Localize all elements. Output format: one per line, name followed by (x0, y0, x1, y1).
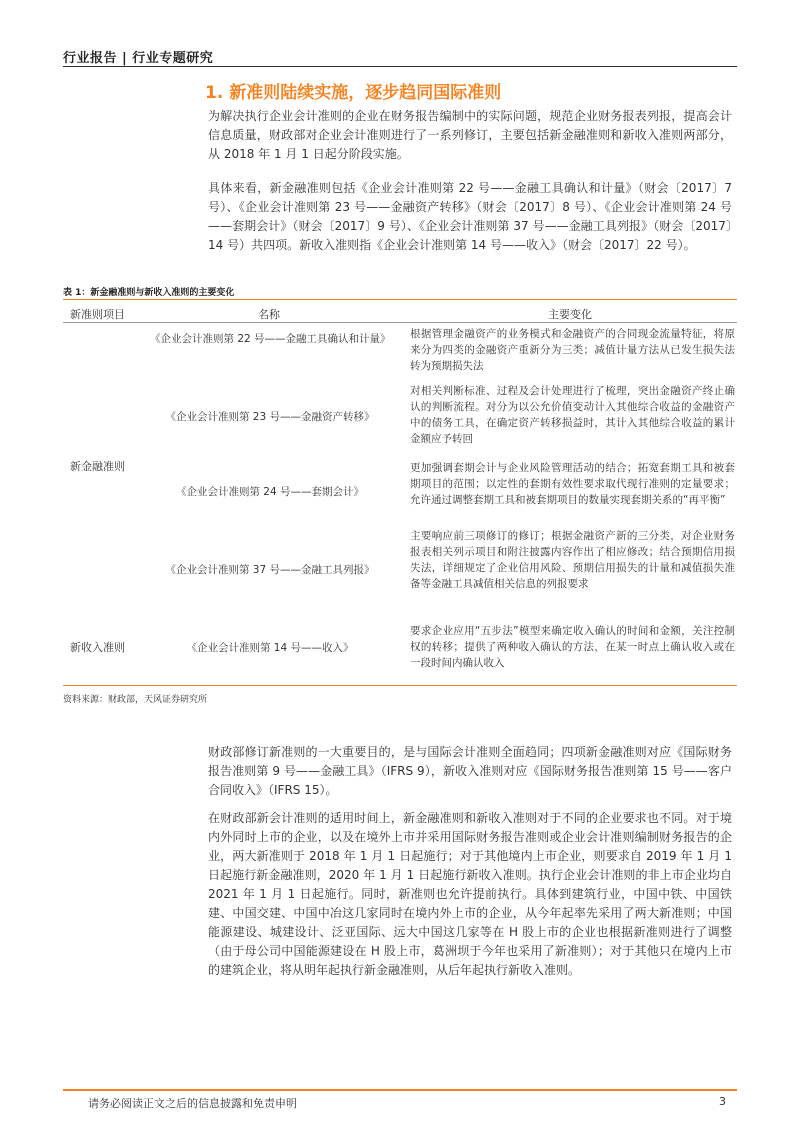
convergence-paragraph: 财政部修订新准则的一大重要目的，是与国际会计准则全面趋同；四项新金融准则对应《国际财务报告准则第 9 号——金融工具》（IFRS 9），新收入准则对应《国际财务报告准则第 15 号——客户合同收入》（IFRS 15）。 (208, 745, 732, 797)
header-name: 名称 (258, 308, 280, 321)
table-row-name: 《企业会计准则第 22 号——金融工具确认和计量》 (150, 333, 391, 345)
table-row-name: 《企业会计准则第 37 号——金融工具列报》 (165, 564, 375, 576)
header-change: 主要变化 (548, 308, 592, 321)
table-row-name: 《企业会计准则第 14 号——收入》 (186, 642, 354, 654)
header-project: 新准则项目 (70, 308, 125, 321)
footer-divider (63, 1089, 737, 1091)
table-top-rule (63, 299, 737, 300)
table-bottom-rule (63, 685, 737, 686)
table-header-rule (63, 322, 737, 323)
report-category-label: 行业报告 | 行业专题研究 (63, 51, 214, 66)
table-caption: 表 1：新金融准则与新收入准则的主要变化 (63, 288, 235, 298)
table-row-change: 更加强调套期会计与企业风险管理活动的结合；拓宽套期工具和被套期项目的范围；以定性的套期有效性要求取代现行准则的定量要求；允许通过调整套期工具和被套期项目的数量实现套期关系的“再平衡” (410, 462, 735, 506)
table-row-change: 根据管理金融资产的业务模式和金融资产的合同现金流量特征，将原来分为四类的金融资产重新分为三类；减值计量方法从已发生损失法转为预期损失法 (410, 328, 735, 372)
project-new-financial: 新金融准则 (70, 460, 125, 473)
header-divider (63, 66, 737, 67)
table-source: 资料来源：财政部，天风证券研究所 (63, 695, 208, 705)
table-row-change: 主要响应前三项修订的修订；根据金融资产新的三分类，对企业财务报表相关列示项目和附注披露内容作出了相应修改；结合预期信用损失法，详细规定了企业信用风险、预期信用损失的计量和减值损失准备等金融工具减值相关信息的列报要求 (410, 530, 735, 590)
project-new-revenue: 新收入准则 (70, 641, 125, 654)
timeline-paragraph: 在财政部新会计准则的适用时间上，新金融准则和新收入准则对于不同的企业要求也不同。对于境内外同时上市的企业，以及在境外上市并采用国际财务报告准则或企业会计准则编制财务报告的企业，两大新准则于 2018 年 1 月 1 日起施行；对于其他境内上市企业，则要求自 2019 年 1 月 1 日起施行新金融准则，2020 年 1 月 1 日起施行新收入准则。执行企业会计准则的非上市企业均自 2021 年 1 月 1 日起施行。同时，新准则也允许提前执行。具体到建筑行业，中国中铁、中国铁建、中国交建、中国中冶这几家同时在境内外上市的企业，从今年起率先采用了两大新准则；中国能源建设、城建设计、泛亚国际、远大中国这几家等在 H 股上市的企业也根据新准则进行了调整（由于母公司中国能源建设在 H 股上市，葛洲坝于今年也采用了新准则）；对于其他只在境内上市的建筑企业，将从明年起执行新金融准则，从后年起执行新收入准则。 (208, 811, 732, 977)
table-row-name: 《企业会计准则第 23 号——金融资产转移》 (165, 411, 375, 423)
intro-paragraph: 为解决执行企业会计准则的企业在财务报告编制中的实际问题，规范企业财务报表列报，提高会计信息质量，财政部对企业会计准则进行了一系列修订，主要包括新金融准则和新收入准则两部分，从 2018 年 1 月 1 日起分阶段实施。 (208, 109, 732, 161)
table-row-name: 《企业会计准则第 24 号——套期会计》 (175, 486, 365, 498)
disclaimer-note: 请务必阅读正文之后的信息披露和免责申明 (88, 1097, 297, 1110)
detail-paragraph: 具体来看，新金融准则包括《企业会计准则第 22 号——金融工具确认和计量》（财会〔2017〕7 号）、《企业会计准则第 23 号——金融资产转移》（财会〔2017〕8 号）、《企业会计准则第 24 号——套期会计》（财会〔2017〕9 号）、《企业会计准则第 37 号——金融工具列报》（财会〔2017〕14 号）共四项。新收入准则指《企业会计准则第 14 号——收入》（财会〔2017〕22 号）。 (208, 181, 732, 252)
section-title: 1. 新准则陆续实施，逐步趋同国际准则 (205, 83, 502, 103)
table-row-change: 要求企业应用“五步法”模型来确定收入确认的时间和金额，关注控制权的转移；提供了两种收入确认的方法，在某一时点上确认收入或在一段时间内确认收入 (410, 625, 735, 669)
page-number: 3 (719, 1095, 726, 1108)
table-row-change: 对相关判断标准、过程及会计处理进行了梳理，突出金融资产终止确认的判断流程。对分为以公允价值变动计入其他综合收益的金融资产中的债务工具，在确定资产转移损益时，其计入其他综合收益的累计金额应予转回 (410, 385, 735, 445)
